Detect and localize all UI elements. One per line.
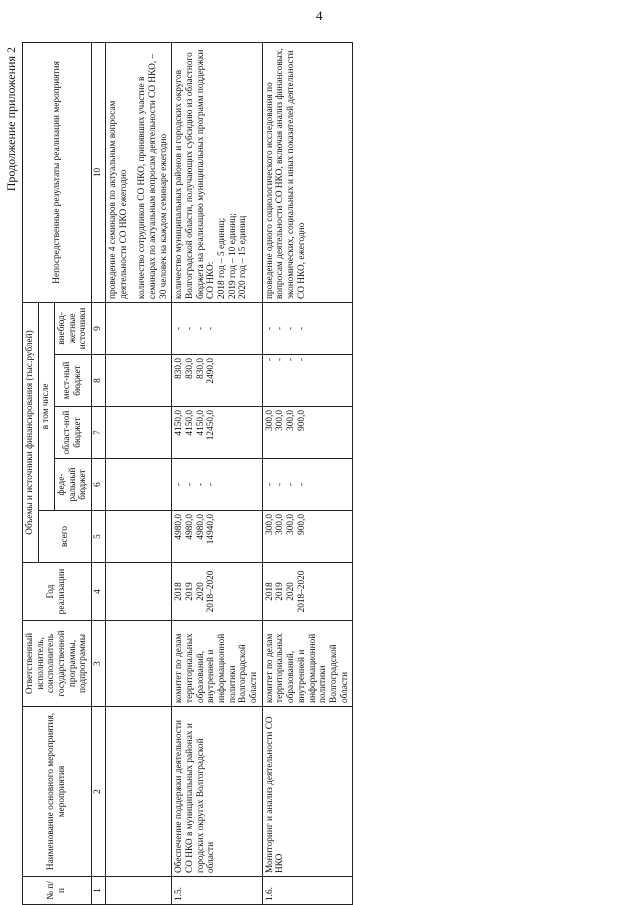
row-number <box>105 877 171 905</box>
continuation-label: Продолжение приложения 2 <box>4 47 18 192</box>
extra-amounts <box>172 302 263 354</box>
regional-amounts <box>105 407 171 459</box>
extra-amounts <box>262 302 353 354</box>
activity-name <box>105 707 171 877</box>
page-number: 4 <box>316 8 323 23</box>
results-cell <box>172 42 263 302</box>
header-results: Непосредственные результаты реализации мероприятия <box>23 42 92 302</box>
table-row <box>172 42 263 904</box>
local-amounts-value: 830,0 <box>195 358 206 379</box>
local-amounts <box>262 355 353 407</box>
local-amounts-value: 830,0 <box>184 358 195 379</box>
regional-amounts <box>172 407 263 459</box>
header-responsible: Ответственный исполнитель, соисполнитель государственной программы, подпрограммы <box>23 621 92 707</box>
regional-amounts-value: 4150,0 <box>174 410 185 436</box>
column-number: 5 <box>92 511 106 563</box>
header-num: № п/п <box>23 877 92 905</box>
regional-amounts-value: 300,0 <box>275 410 286 431</box>
year-list-value: 2018 <box>174 582 185 601</box>
year-list <box>105 563 171 621</box>
responsible-executor <box>105 621 171 707</box>
header-year: Год реализации <box>23 563 92 621</box>
header-funding: Объемы и источники финансирования (тыс.рублей) <box>23 302 39 562</box>
total-amounts-value: 4980,0 <box>195 514 206 540</box>
header-federal: феде-ральный бюджет <box>55 459 92 511</box>
federal-amounts-value: - <box>275 482 286 487</box>
column-number: 6 <box>92 459 106 511</box>
page-number-area <box>0 0 640 30</box>
activity-name: Мониторинг и анализ деятельности СО НКО <box>262 707 353 877</box>
extra-amounts-value: - <box>195 326 206 331</box>
federal-amounts-value: - <box>195 482 206 487</box>
federal-amounts <box>105 459 171 511</box>
header-total: всего <box>38 511 91 563</box>
federal-amounts-value: - <box>264 482 275 487</box>
federal-amounts-value: - <box>206 482 217 487</box>
total-amounts-value: 4980,0 <box>174 514 185 540</box>
year-list-value: 2019 <box>275 582 286 601</box>
federal-amounts-value: - <box>184 482 195 487</box>
local-amounts-value: 830,0 <box>174 358 185 379</box>
local-amounts <box>105 355 171 407</box>
results-cell <box>262 42 353 302</box>
federal-amounts-value: - <box>286 482 297 487</box>
program-table <box>22 42 353 905</box>
year-list-value: 2020 <box>286 582 297 601</box>
federal-amounts-value: - <box>174 482 185 487</box>
regional-amounts-value: 4150,0 <box>195 410 206 436</box>
federal-amounts-value: - <box>296 482 307 487</box>
column-number: 10 <box>92 42 106 302</box>
extra-amounts-value: - <box>275 326 286 331</box>
header-incl: в том числе <box>38 302 54 510</box>
year-list <box>172 563 263 621</box>
local-amounts-value: - <box>286 358 297 362</box>
responsible-executor: комитет по делам территориальных образований, внутренней и информационной политики Волгоградской области <box>262 621 353 707</box>
column-number: 7 <box>92 407 106 459</box>
extra-amounts-value: - <box>206 326 217 331</box>
extra-amounts-value: - <box>184 326 195 331</box>
year-list-value: 2020 <box>195 582 206 601</box>
result-text: проведение одного социологического исследования по вопросам деятельности СО НКО, включая анализ финансовых, экономических, социальных и иных показателей деятельности СО НКО, ежегодно <box>264 48 307 299</box>
table-row <box>262 42 353 904</box>
result-text: количество муниципальных районов и городских округов Волгоградской области, получающих субсидию из областного бюджета на реализацию муниципальных программ поддержки СО НКО: <box>174 49 217 299</box>
regional-amounts-value: 300,0 <box>264 410 275 431</box>
extra-amounts-value: - <box>174 326 185 331</box>
total-amounts <box>262 511 353 563</box>
total-amounts-value: 300,0 <box>264 514 275 535</box>
column-number: 3 <box>92 621 106 707</box>
result-text: количество сотрудников СО НКО, принявших участие в семинарах по актуальным вопросам деятельности СО НКО, – 30 человек на каждом семинаре ежегодно <box>137 53 169 299</box>
column-numbers-row <box>92 42 106 904</box>
column-number: 4 <box>92 563 106 621</box>
paragraph-gap <box>129 46 137 299</box>
extra-amounts-value: - <box>286 326 297 331</box>
column-number: 1 <box>92 877 106 905</box>
local-amounts-value: - <box>296 358 307 362</box>
total-amounts <box>172 511 263 563</box>
local-amounts-value: 2490,0 <box>206 358 217 384</box>
extra-amounts-value: - <box>264 326 275 331</box>
responsible-executor: комитет по делам территориальных образований, внутренней и информационной политики Волгоградской области <box>172 621 263 707</box>
extra-amounts-value: - <box>296 326 307 331</box>
total-amounts-value: 900,0 <box>296 514 307 535</box>
column-number: 2 <box>92 707 106 877</box>
local-amounts <box>172 355 263 407</box>
header-name: Наименование основного мероприятия, мероприятия <box>23 707 92 877</box>
extra-amounts <box>105 302 171 354</box>
results-cell <box>105 42 171 302</box>
year-list-value: 2018–2020 <box>296 570 307 613</box>
year-list-value: 2018–2020 <box>206 570 217 613</box>
year-list-value: 2018 <box>264 582 275 601</box>
federal-amounts <box>172 459 263 511</box>
header-local: мест-ный бюджет <box>55 355 92 407</box>
table-row <box>105 42 171 904</box>
regional-amounts-value: 12450,0 <box>206 410 217 441</box>
result-text: проведение 4 семинаров по актуальным вопросам деятельности СО НКО ежегодно <box>107 100 129 299</box>
column-number: 8 <box>92 355 106 407</box>
rotated-page <box>0 35 640 905</box>
total-amounts-value: 300,0 <box>275 514 286 535</box>
result-text: 2020 год – 15 единиц <box>238 215 249 299</box>
activity-name: Обеспечение поддержки деятельности СО НКО в муниципальных районах и городских округах Волгоградской области <box>172 707 263 877</box>
result-text: 2018 год – 5 единиц; <box>217 217 227 299</box>
regional-amounts-value: 300,0 <box>286 410 297 431</box>
regional-amounts-value: 4150,0 <box>184 410 195 436</box>
column-number: 9 <box>92 302 106 354</box>
total-amounts-value: 14940,0 <box>206 514 217 545</box>
local-amounts-value: - <box>275 358 286 362</box>
year-list <box>262 563 353 621</box>
header-extra: внебюд-жетные источники <box>55 302 92 354</box>
year-list-value: 2019 <box>184 582 195 601</box>
result-text: 2019 год – 10 единиц; <box>227 213 238 299</box>
row-number: 1.5. <box>172 877 263 905</box>
header-regional: област-ной бюджет <box>55 407 92 459</box>
federal-amounts <box>262 459 353 511</box>
regional-amounts <box>262 407 353 459</box>
total-amounts-value: 300,0 <box>286 514 297 535</box>
regional-amounts-value: 900,0 <box>296 410 307 431</box>
row-number: 1.6. <box>262 877 353 905</box>
local-amounts-value: - <box>264 358 275 362</box>
total-amounts-value: 4980,0 <box>184 514 195 540</box>
total-amounts <box>105 511 171 563</box>
